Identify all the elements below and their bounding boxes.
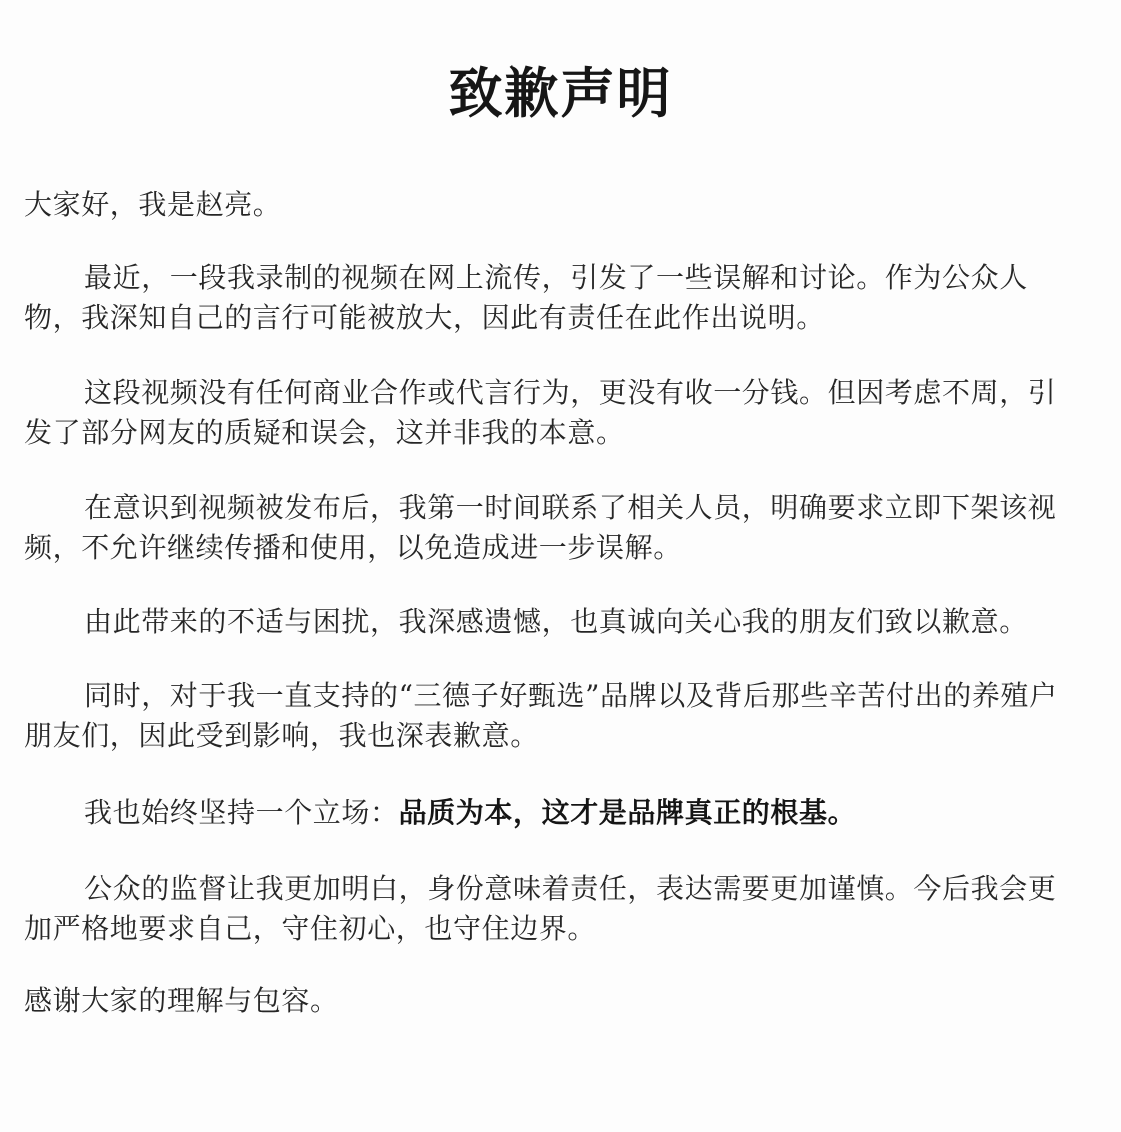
paragraph-stance	[24, 793, 1084, 833]
document-title: 致歉声明	[448, 62, 673, 125]
paragraph-video-circulation: 最近，一段我录制的视频在网上流传，引发了一些误解和讨论。作为公众人物，我深知自己的言行可能被放大，因此有责任在此作出说明。	[24, 261, 1028, 334]
paragraph-takedown: 在意识到视频被发布后，我第一时间联系了相关人员，明确要求立即下架该视频，不允许继续传播和使用，以免造成进一步误解。	[24, 491, 1057, 564]
paragraph-responsibility: 公众的监督让我更加明白，身份意味着责任，表达需要更加谨慎。今后我会更加严格地要求自己，守住初心，也守住边界。	[24, 872, 1057, 945]
paragraph-brand-apology: 同时，对于我一直支持的“三德子好甄选”品牌以及背后那些辛苦付出的养殖户朋友们，因此受到影响，我也深表歉意。	[24, 679, 1058, 752]
paragraph-regret: 由此带来的不适与困扰，我深感遗憾，也真诚向关心我的朋友们致以歉意。	[84, 605, 1028, 638]
closing-line: 感谢大家的理解与包容。	[24, 984, 339, 1017]
stance-lead: 我也始终坚持一个立场：	[84, 796, 399, 829]
stance-emphasis: 品质为本，这才是品牌真正的根基。	[398, 796, 857, 829]
paragraph-no-commercial: 这段视频没有任何商业合作或代言行为，更没有收一分钱。但因考虑不周，引发了部分网友的质疑和误会，这并非我的本意。	[24, 376, 1057, 449]
greeting-line: 大家好，我是赵亮。	[24, 188, 282, 221]
